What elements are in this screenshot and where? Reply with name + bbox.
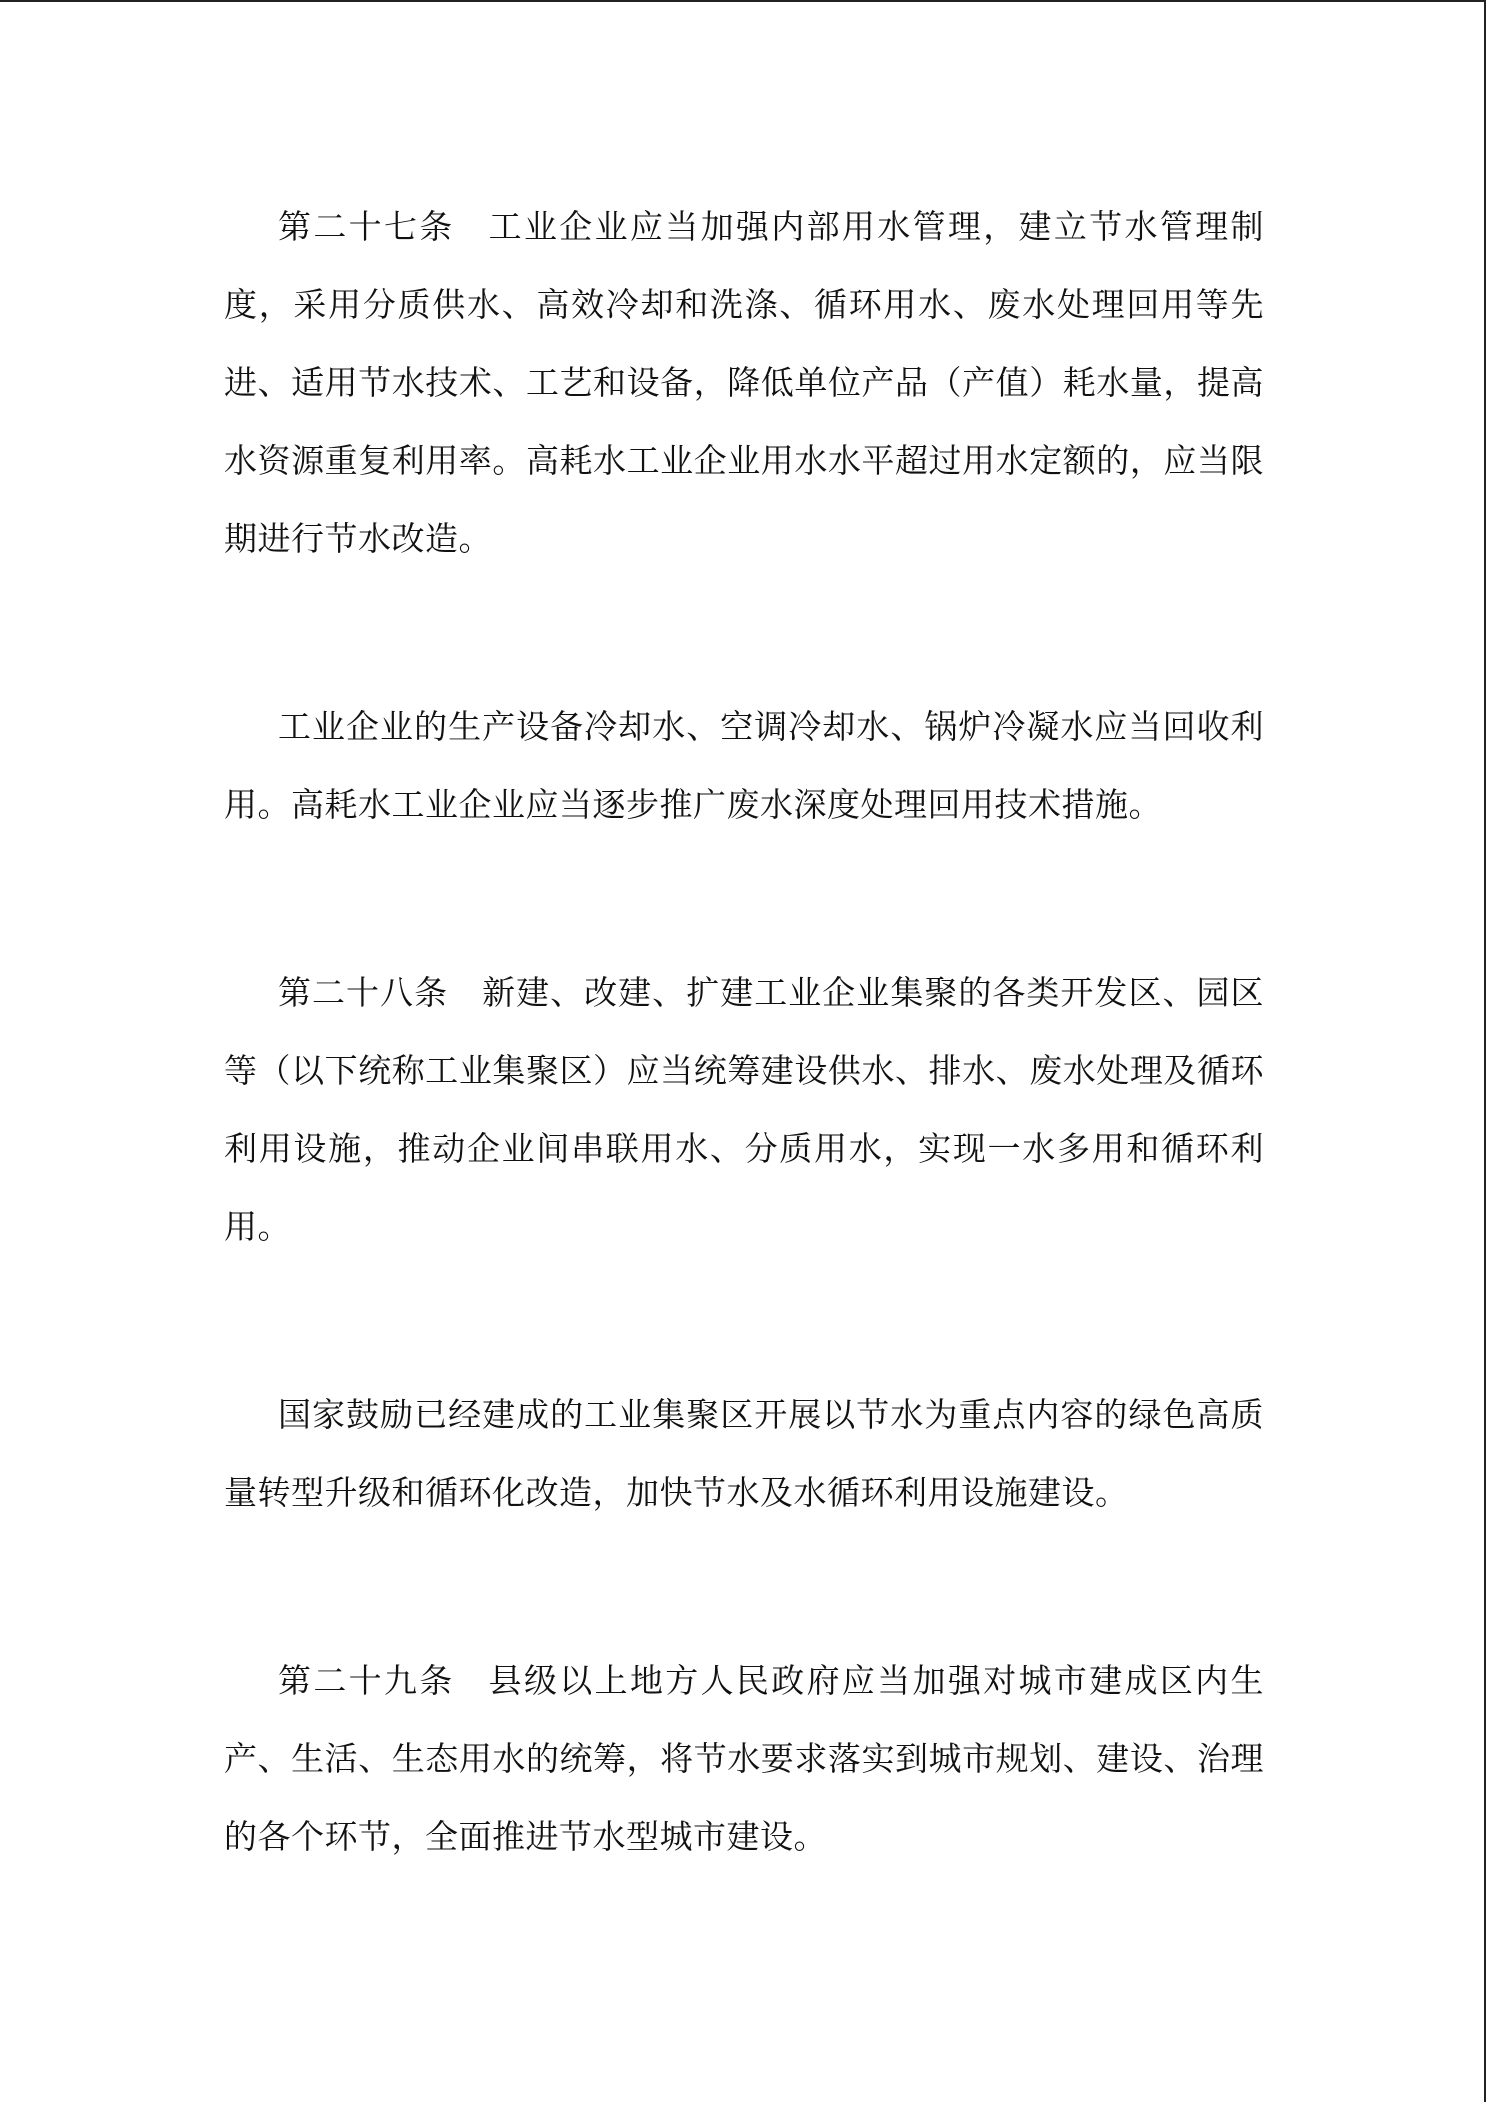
- paragraph-text: 新建、改建、扩建工业企业集聚的各类开发区、园区等（以下统称工业集聚区）应当统筹建设供水、排水、废水处理及循环利用设施，推动企业间串联用水、分质用水，实现一水多用和循环利用。: [224, 973, 1265, 1246]
- paragraph-text: 工业企业的生产设备冷却水、空调冷却水、锅炉冷凝水应当回收利用。高耗水工业企业应当逐步推广废水深度处理回用技术措施。: [224, 707, 1264, 824]
- article-number: 第二十九条: [278, 1661, 455, 1700]
- paragraph-article-27-clause-2: [224, 688, 1264, 844]
- paragraph-text: 县级以上地方人民政府应当加强对城市建成区内生产、生活、生态用水的统筹，将节水要求落实到城市规划、建设、治理的各个环节，全面推进节水型城市建设。: [224, 1661, 1265, 1856]
- paragraph-article-28: [224, 954, 1264, 1266]
- article-number: 第二十七条: [278, 207, 455, 246]
- paragraph-article-27: [224, 188, 1264, 578]
- paragraph-text: 工业企业应当加强内部用水管理，建立节水管理制度，采用分质供水、高效冷却和洗涤、循环用水、废水处理回用等先进、适用节水技术、工艺和设备，降低单位产品（产值）耗水量，提高水资源重复利用率。高耗水工业企业用水水平超过用水定额的，应当限期进行节水改造。: [224, 207, 1265, 558]
- document-body: [224, 188, 1264, 1876]
- article-number: 第二十八条: [278, 973, 449, 1012]
- paragraph-article-28-clause-2: [224, 1376, 1264, 1532]
- paragraph-text: 国家鼓励已经建成的工业集聚区开展以节水为重点内容的绿色高质量转型升级和循环化改造，加快节水及水循环利用设施建设。: [224, 1395, 1264, 1512]
- paragraph-article-29: [224, 1642, 1264, 1876]
